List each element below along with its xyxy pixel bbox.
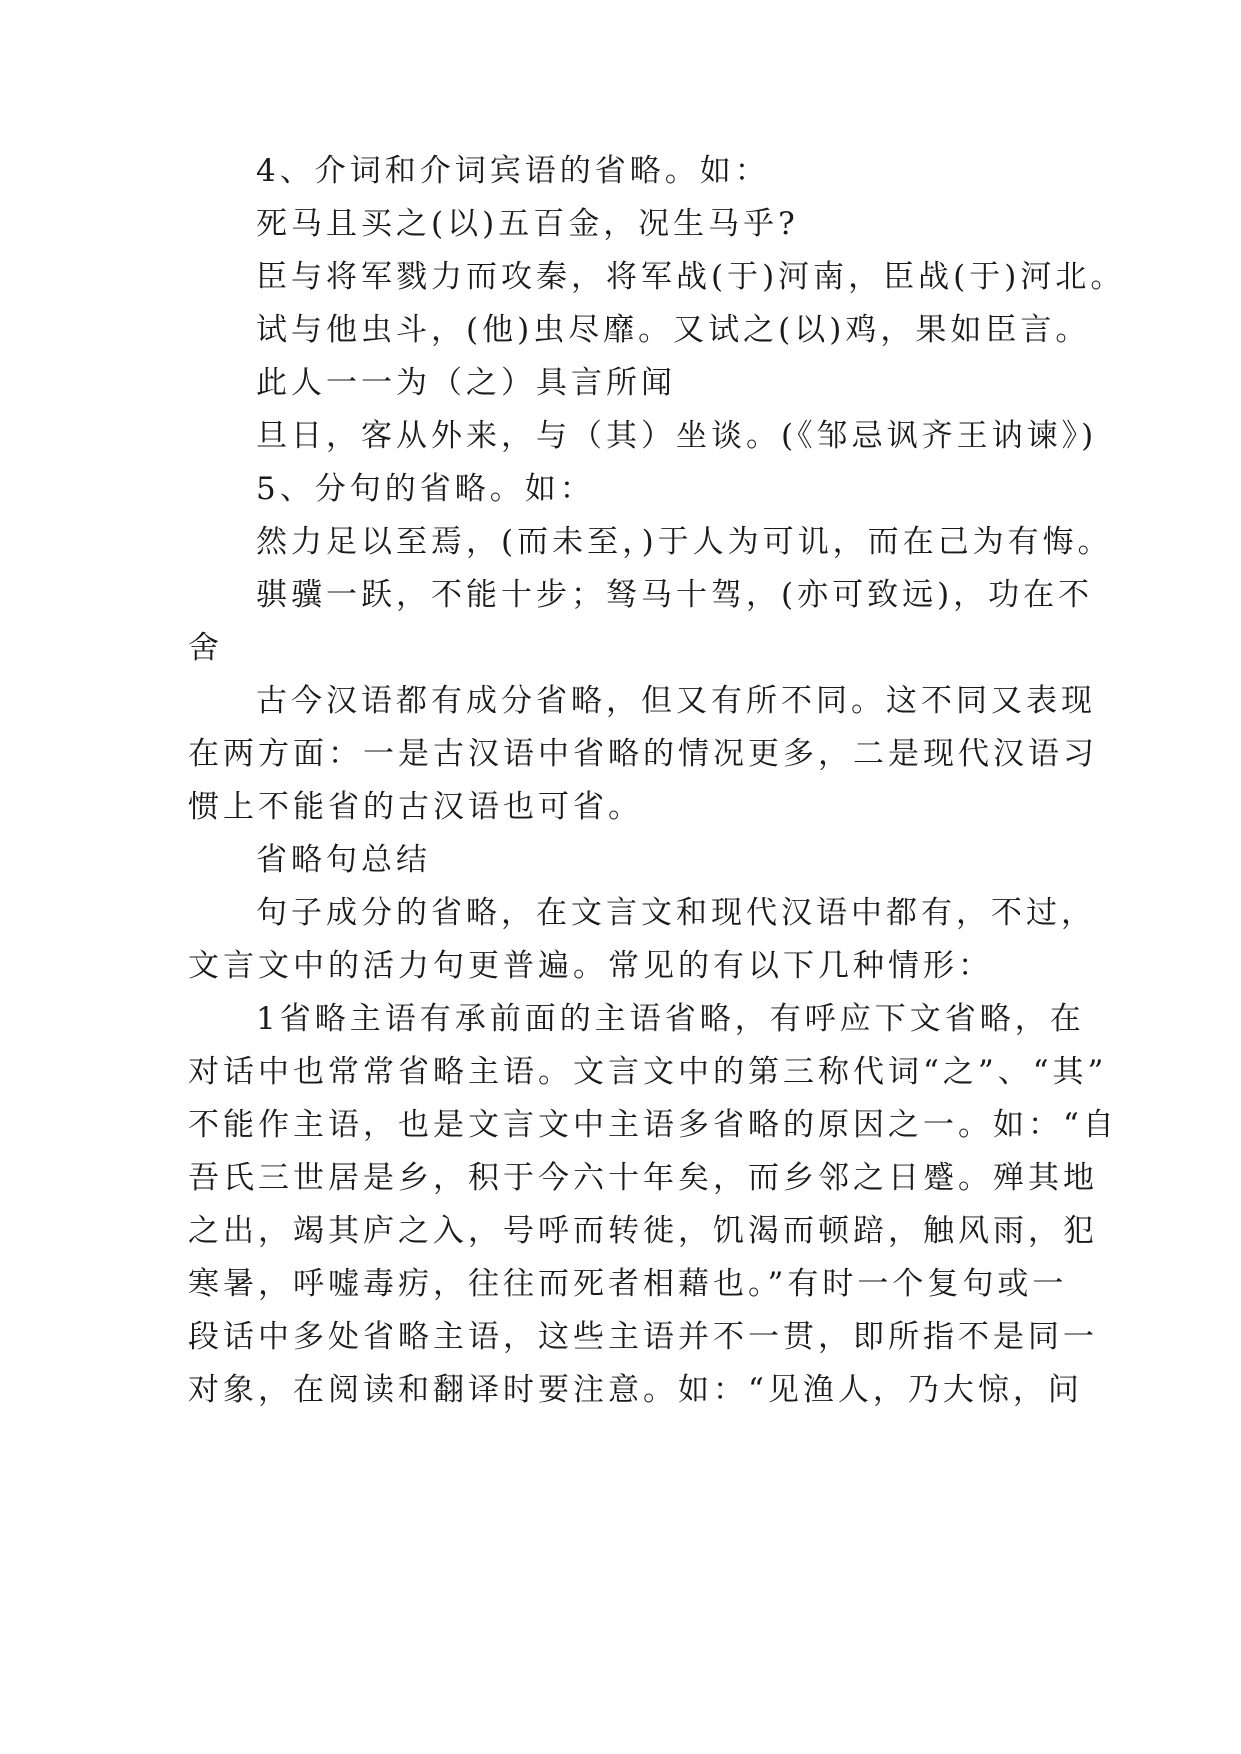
text-line: 此人一一为（之）具言所闻	[256, 365, 676, 401]
text-line: 5、分句的省略。如：	[256, 471, 595, 507]
text-line: 之出，竭其庐之入，号呼而转徙，饥渴而顿踣，触风雨，犯	[188, 1213, 1098, 1249]
text-line: 臣与将军戮力而攻秦，将军战(于)河南，臣战(于)河北。	[256, 259, 1126, 295]
text-line: 骐骥一跃，不能十步；驽马十驾，(亦可致远)，功在不	[256, 577, 1094, 613]
text-line: 句子成分的省略，在文言文和现代汉语中都有，不过，	[256, 895, 1096, 931]
text-line: 古今汉语都有成分省略，但又有所不同。这不同又表现	[256, 683, 1096, 719]
text-line: 试与他虫斗，(他)虫尽靡。又试之(以)鸡，果如臣言。	[256, 312, 1091, 348]
text-line: 4、介词和介词宾语的省略。如：	[256, 153, 770, 189]
text-line: 文言文中的活力句更普遍。常见的有以下几种情形：	[188, 948, 993, 984]
text-line: 吾氏三世居是乡，积于今六十年矣，而乡邻之日蹙。殚其地	[188, 1160, 1098, 1196]
text-line: 旦日，客从外来，与（其）坐谈。(《邹忌讽齐王讷谏》)	[256, 418, 1098, 454]
text-line: 然力足以至焉，(而未至，)于人为可讥，而在己为有悔。	[256, 524, 1113, 560]
text-line: 1省略主语有承前面的主语省略，有呼应下文省略，在	[256, 1001, 1085, 1037]
text-line: 寒暑，呼嘘毒疠，往往而死者相藉也。”有时一个复句或一	[188, 1266, 1068, 1302]
text-line: 死马且买之(以)五百金，况生马乎?	[256, 206, 799, 242]
text-line: 对象，在阅读和翻译时要注意。如：“见渔人，乃大惊，问	[188, 1372, 1083, 1408]
text-line: 对话中也常常省略主语。文言文中的第三称代词“之”、“其”	[188, 1054, 1108, 1090]
text-line: 不能作主语，也是文言文中主语多省略的原因之一。如：“自	[188, 1107, 1118, 1143]
text-line: 惯上不能省的古汉语也可省。	[188, 789, 643, 825]
text-line: 段话中多处省略主语，这些主语并不一贯，即所指不是同一	[188, 1319, 1098, 1355]
text-line: 在两方面：一是古汉语中省略的情况更多，二是现代汉语习	[188, 736, 1098, 772]
text-line: 舍	[188, 630, 223, 666]
section-heading: 省略句总结	[256, 842, 431, 878]
